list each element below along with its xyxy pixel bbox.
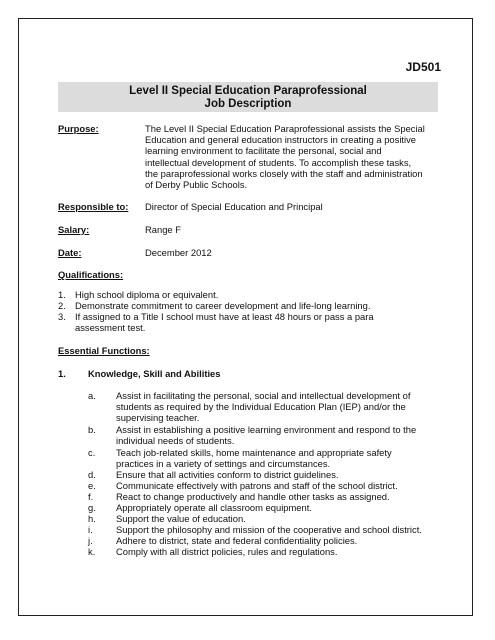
function-letter: h. (88, 513, 96, 524)
function-letter: b. (88, 424, 96, 435)
function-text: Ensure that all activities conform to district guidelines. (116, 469, 339, 480)
qualifications-label: Qualifications: (58, 269, 124, 280)
title-line-2: Job Description (204, 98, 292, 110)
function-letter: k. (88, 546, 96, 557)
function-letter: c. (88, 447, 96, 458)
function-letter: f. (88, 491, 94, 502)
qualification-text: assessment test. (75, 322, 146, 333)
function-text: Support the value of education. (116, 513, 246, 524)
function-text: Assist in facilitating the personal, social and intellectual development of (116, 390, 411, 401)
salary-value: Range F (145, 224, 181, 235)
purpose-line: of Derby Public Schools. (145, 179, 248, 191)
function-text: Teach job-related skills, home maintenance and appropriate safety (116, 447, 392, 458)
title-box (58, 82, 438, 112)
function-text: practices in a variety of settings and circumstances. (116, 458, 331, 469)
function-letter: g. (88, 502, 96, 513)
qualification-number: 1. (58, 289, 66, 300)
document-code: JD501 (405, 60, 441, 74)
function-text: supervising teacher. (116, 412, 200, 423)
function-text: Adhere to district, state and federal confidentiality policies. (116, 535, 358, 546)
function-text: Appropriately operate all classroom equipment. (116, 502, 312, 513)
responsible-label: Responsible to: (58, 201, 129, 212)
qualification-number: 3. (58, 311, 66, 322)
purpose-line: learning environment to facilitate the personal, social and (145, 145, 382, 157)
purpose-line: intellectual development of students. To accomplish these tasks, (145, 156, 412, 168)
purpose-line: The Level II Special Education Paraprofessional assists the Special (145, 123, 425, 134)
qualification-text: Demonstrate commitment to career development and life-long learning. (75, 300, 371, 311)
section-title: Knowledge, Skill and Abilities (88, 368, 221, 379)
essential-label: Essential Functions: (58, 345, 150, 356)
qualification-text: If assigned to a Title I school must have at least 48 hours or pass a para (75, 311, 374, 322)
function-letter: a. (88, 390, 96, 401)
function-text: Comply with all district policies, rules and regulations. (116, 546, 338, 557)
function-text: students as required by the Individual Education Plan (IEP) and/or the (116, 401, 406, 412)
section-number: 1. (58, 368, 66, 379)
function-letter: e. (88, 480, 96, 491)
purpose-line: Education and general education instructors in creating a positive (145, 134, 417, 146)
title-line-1: Level II Special Education Paraprofessional (129, 85, 367, 97)
date-value: December 2012 (145, 247, 212, 258)
date-label: Date: (58, 247, 82, 258)
function-text: Communicate effectively with patrons and staff of the school district. (116, 480, 398, 491)
purpose-label: Purpose: (58, 123, 99, 134)
purpose-line: the paraprofessional works closely with the staff and administration (145, 167, 423, 179)
function-text: Assist in establishing a positive learning environment and respond to the (116, 424, 417, 435)
function-text: individual needs of students. (116, 435, 235, 446)
salary-label: Salary: (58, 224, 90, 235)
function-text: Support the philosophy and mission of the cooperative and school district. (116, 524, 422, 535)
qualification-text: High school diploma or equivalent. (75, 289, 219, 300)
function-letter: d. (88, 469, 96, 480)
function-text: React to change productively and handle other tasks as assigned. (116, 491, 390, 502)
function-letter: i. (88, 524, 93, 535)
purpose-text (145, 123, 445, 190)
qualification-number: 2. (58, 300, 66, 311)
responsible-value: Director of Special Education and Principal (145, 201, 323, 212)
function-letter: j. (88, 535, 93, 546)
